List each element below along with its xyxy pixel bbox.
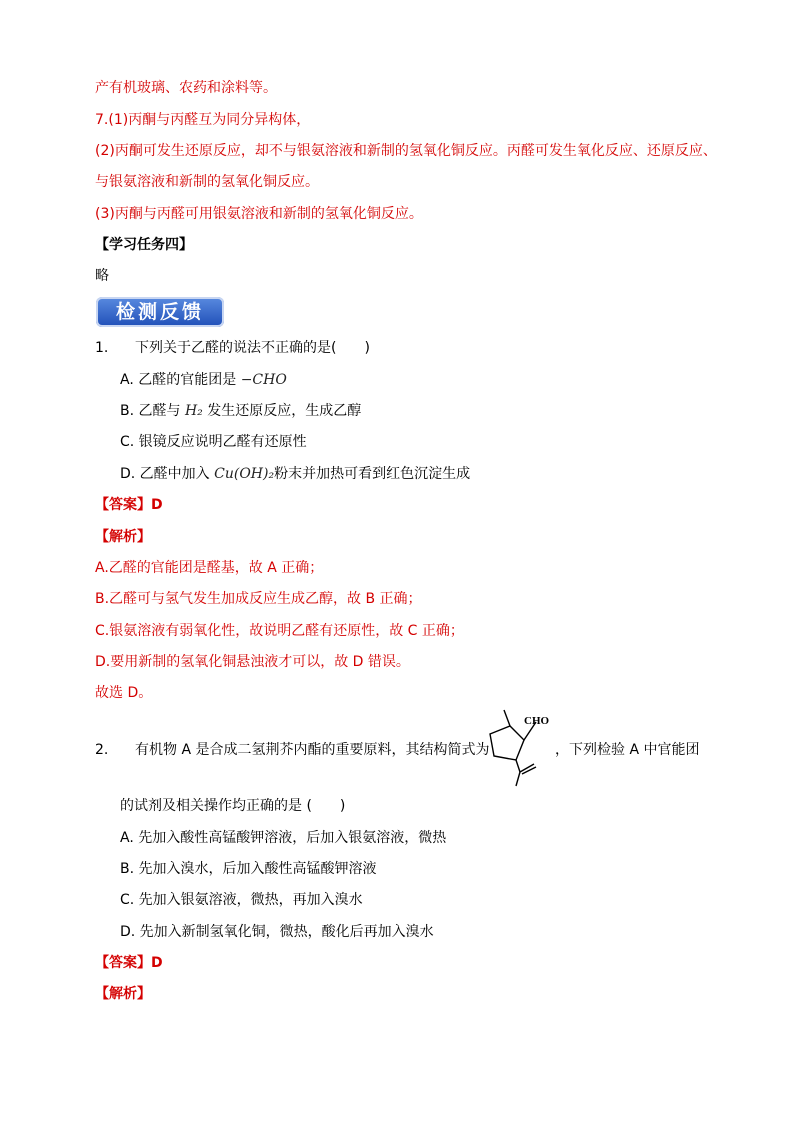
text-line: 略 xyxy=(95,268,109,284)
explanation-line: B.乙醛可与氢气发生加成反应生成乙醇，故 B 正确； xyxy=(95,591,422,607)
explanation-line: 故选 D。 xyxy=(95,685,153,701)
option-text: A. 乙醛的官能团是 xyxy=(120,372,237,388)
question-text: 下列关于乙醛的说法不正确的是 xyxy=(135,340,331,356)
answer-paren: ( ) xyxy=(331,340,370,356)
answer-label: 【答案】D xyxy=(95,955,163,971)
section-badge: 检测反馈 xyxy=(96,297,224,327)
option-d: D. 先加入新制氢氧化铜，微热，酸化后再加入溴水 xyxy=(120,924,434,940)
option-c: C. 先加入银氨溶液，微热，再加入溴水 xyxy=(120,892,363,908)
question-2-stem-line2 xyxy=(120,796,345,816)
option-text: 发生还原反应，生成乙醇 xyxy=(207,403,362,419)
option-text: 粉末并加热可看到红色沉淀生成 xyxy=(274,466,471,482)
molecule-diagram xyxy=(476,706,556,790)
question-text-continued: ，下列检验 A 中官能团 xyxy=(555,742,700,758)
explanation-line: C.银氨溶液有弱氧化性，故说明乙醛有还原性，故 C 正确； xyxy=(95,623,464,639)
question-1-stem xyxy=(95,338,370,358)
answer-label: 【答案】D xyxy=(95,497,163,513)
option-d xyxy=(120,464,470,484)
text-line: 7.(1)丙酮与丙醛互为同分异构体， xyxy=(95,112,311,128)
question-number: 2. xyxy=(95,742,109,758)
answer-paren: ( ) xyxy=(306,798,346,814)
option-text: D. 乙醛中加入 xyxy=(120,466,210,482)
formula: −CHO xyxy=(240,372,287,388)
explanation-line: D.要用新制的氢氧化铜悬浊液才可以，故 D 错误。 xyxy=(95,654,410,670)
question-2-stem xyxy=(95,740,489,760)
formula: Cu(OH)₂ xyxy=(214,466,275,482)
analysis-label: 【解析】 xyxy=(95,529,151,545)
explanation-line: A.乙醛的官能团是醛基，故 A 正确； xyxy=(95,560,324,576)
question-number: 1. xyxy=(95,340,109,356)
formula: H₂ xyxy=(184,403,203,419)
task-heading: 【学习任务四】 xyxy=(95,237,193,253)
option-text: B. 乙醛与 xyxy=(120,403,181,419)
option-a xyxy=(120,370,287,390)
question-text: 有机物 A 是合成二氢荆芥内酯的重要原料，其结构简式为 xyxy=(135,742,490,758)
text-line: (3)丙酮与丙醛可用银氨溶液和新制的氢氧化铜反应。 xyxy=(95,206,423,222)
cho-label: CHO xyxy=(524,715,550,727)
text-line: 产有机玻璃、农药和涂料等。 xyxy=(95,80,277,96)
analysis-label: 【解析】 xyxy=(95,986,151,1002)
option-b: B. 先加入溴水，后加入酸性高锰酸钾溶液 xyxy=(120,861,377,877)
text-line: (2)丙酮可发生还原反应，却不与银氨溶液和新制的氢氧化铜反应。丙醛可发生氧化反应、还原反应、 xyxy=(95,143,717,159)
option-b xyxy=(120,401,361,421)
question-text: 的试剂及相关操作均正确的是 xyxy=(120,798,302,814)
structure-formula-image xyxy=(476,706,556,790)
text-line: 与银氨溶液和新制的氢氧化铜反应。 xyxy=(95,174,319,190)
option-a: A. 先加入酸性高锰酸钾溶液，后加入银氨溶液，微热 xyxy=(120,830,447,846)
option-c: C. 银镜反应说明乙醛有还原性 xyxy=(120,434,307,450)
